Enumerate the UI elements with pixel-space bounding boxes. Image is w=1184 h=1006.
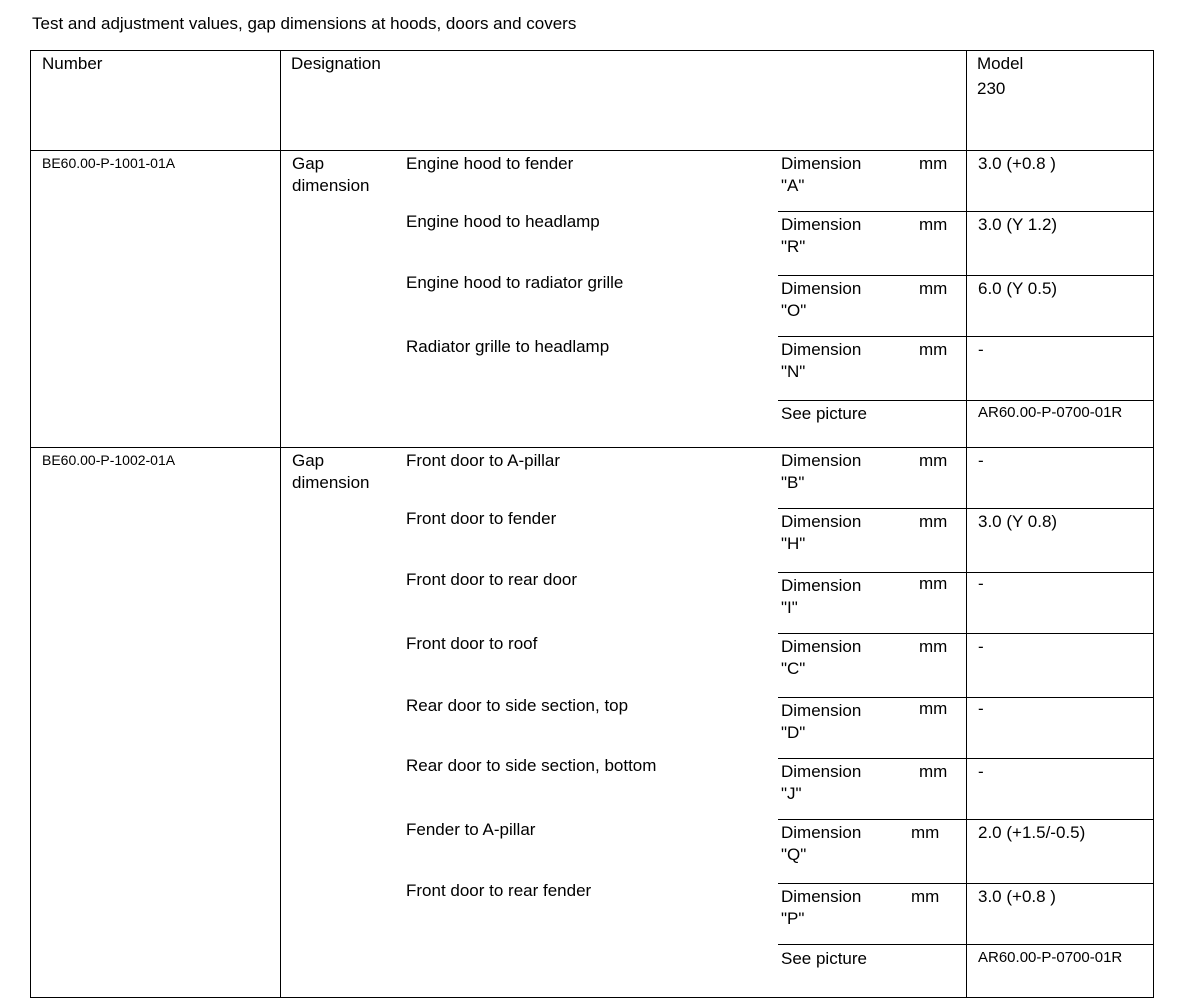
row-separator [778,508,1154,509]
model-value: - [978,340,984,359]
item-label: Rear door to side section, top [406,696,629,715]
dimension-label: Dimension "C" [781,637,862,678]
dimension-label: Dimension "R" [781,215,862,256]
row-separator [778,275,1154,276]
row-separator [778,944,1154,945]
dimension-label: Dimension "N" [781,340,862,381]
dimension-label: Dimension "B" [781,451,862,492]
group-number: BE60.00-P-1002-01A [42,452,176,468]
unit-label: mm [919,215,948,234]
group1-bottom-border [30,447,1154,448]
unit-label: mm [911,823,940,842]
header-number: Number [42,54,103,73]
table-right-border [1153,50,1154,998]
dimension-label: Dimension "H" [781,512,862,553]
item-label: Front door to rear door [406,570,578,589]
row-separator [778,572,1154,573]
item-label: Front door to A-pillar [406,451,561,470]
item-label: Radiator grille to headlamp [406,337,610,356]
model-value: - [978,699,984,718]
see-picture-label: See picture [781,404,867,423]
row-separator [778,336,1154,337]
group-number: BE60.00-P-1001-01A [42,155,176,171]
picture-reference: AR60.00-P-0700-01R [978,404,1123,421]
table-top-border [30,50,1154,51]
dimension-label: Dimension "D" [781,701,862,742]
row-separator [778,211,1154,212]
unit-label: mm [919,279,948,298]
item-label: Engine hood to headlamp [406,212,600,231]
header-model-value: 230 [977,79,1006,98]
model-value: 3.0 (Υ 1.2) [978,215,1058,234]
row-separator [778,883,1154,884]
item-label: Front door to fender [406,509,557,528]
item-label: Fender to A-pillar [406,820,536,839]
model-value: - [978,574,984,593]
column-divider-model [966,50,967,998]
see-picture-label: See picture [781,949,867,968]
dimension-label: Dimension "J" [781,762,862,803]
model-value: - [978,451,984,470]
item-label: Rear door to side section, bottom [406,756,657,775]
model-value: - [978,637,984,656]
model-value: 2.0 (+1.5/-0.5) [978,823,1086,842]
unit-label: mm [919,512,948,531]
group-category: Gap dimension [292,451,370,492]
model-value: 6.0 (Υ 0.5) [978,279,1058,298]
page-title: Test and adjustment values, gap dimensions at hoods, doors and covers [32,14,577,33]
unit-label: mm [919,574,948,593]
dimension-label: Dimension "I" [781,576,862,617]
dimension-label: Dimension "O" [781,279,862,320]
dimension-label: Dimension "Q" [781,823,862,864]
row-separator [778,633,1154,634]
table-left-border [30,50,31,998]
model-value: 3.0 (Υ 0.8) [978,512,1058,531]
dimension-label: Dimension "P" [781,887,862,928]
model-value: - [978,762,984,781]
table-bottom-border [30,997,1154,998]
header-designation: Designation [291,54,381,73]
item-label: Engine hood to radiator grille [406,273,624,292]
row-separator [778,758,1154,759]
model-value: 3.0 (+0.8 ) [978,887,1056,906]
row-separator [778,697,1154,698]
unit-label: mm [919,637,948,656]
unit-label: mm [911,887,940,906]
group-category: Gap dimension [292,154,370,195]
row-separator [778,400,1154,401]
row-separator [778,819,1154,820]
unit-label: mm [919,154,948,173]
column-divider-number [280,50,281,998]
item-label: Front door to rear fender [406,881,592,900]
header-bottom-border [30,150,1154,151]
model-value: 3.0 (+0.8 ) [978,154,1056,173]
item-label: Front door to roof [406,634,538,653]
header-model-label: Model [977,54,1024,73]
picture-reference: AR60.00-P-0700-01R [978,949,1123,966]
dimension-label: Dimension "A" [781,154,862,195]
unit-label: mm [919,762,948,781]
unit-label: mm [919,340,948,359]
item-label: Engine hood to fender [406,154,574,173]
unit-label: mm [919,451,948,470]
unit-label: mm [919,699,948,718]
